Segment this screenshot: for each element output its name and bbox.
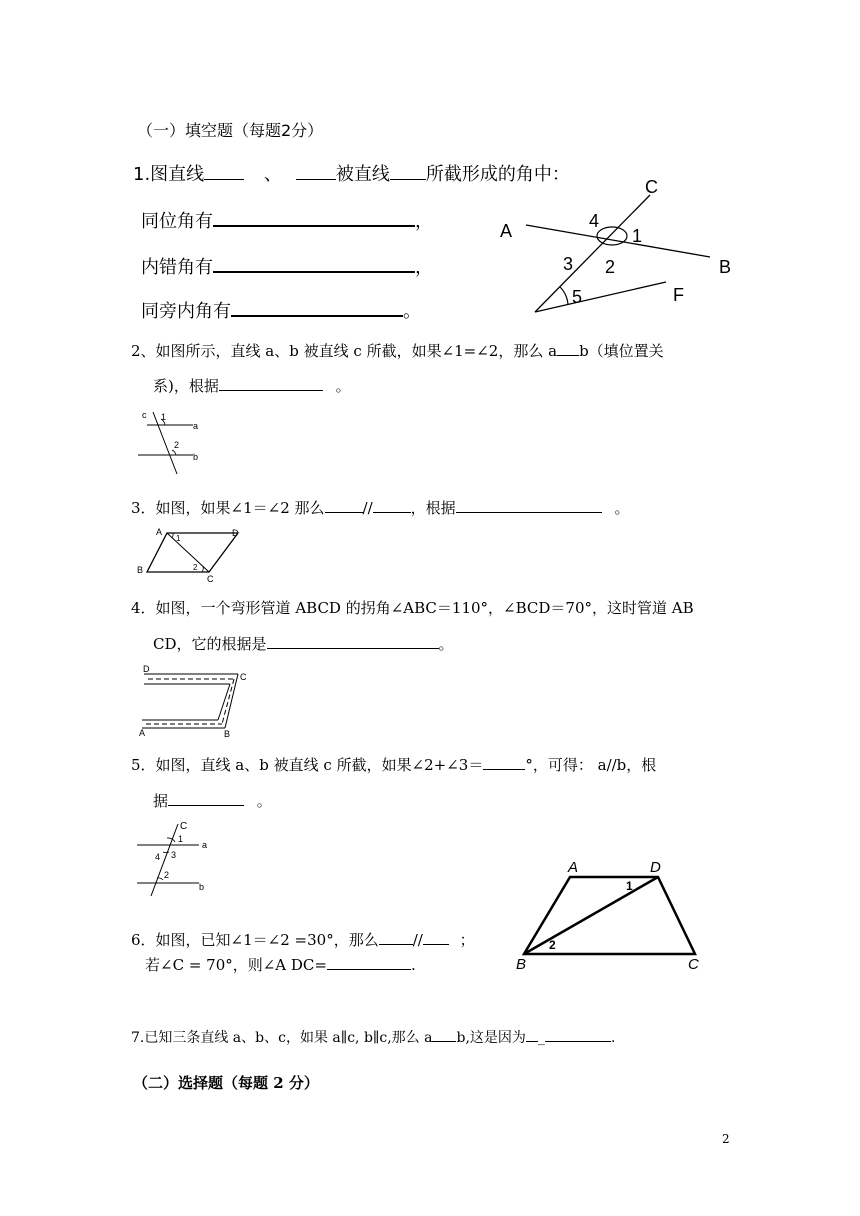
q4-line2 bbox=[153, 633, 454, 654]
q5-line2 bbox=[153, 790, 272, 811]
q1-angle-4: 4 bbox=[589, 211, 600, 231]
q5-label-a: a bbox=[202, 840, 208, 850]
q2-line1b: b（填位置关 bbox=[579, 342, 664, 360]
q1-p2: 、 bbox=[263, 164, 282, 185]
q5-angle-4: 4 bbox=[155, 852, 161, 862]
q1-tongpang-blank[interactable] bbox=[231, 297, 403, 317]
q6-blank3[interactable] bbox=[327, 954, 411, 970]
q3-label-A: A bbox=[156, 527, 163, 537]
q3-p2: // bbox=[362, 499, 373, 517]
q6-figure bbox=[515, 855, 715, 980]
q1-blank3[interactable] bbox=[390, 161, 426, 180]
q1-p3: 被直线 bbox=[335, 164, 390, 185]
q7-line bbox=[131, 1027, 615, 1047]
q5-line1b: °，可得： a//b，根 bbox=[525, 756, 657, 774]
q4-blank[interactable] bbox=[267, 633, 439, 649]
q1-blank2[interactable] bbox=[296, 161, 336, 180]
q4-line2b: 。 bbox=[438, 635, 454, 653]
q5-label-C: C bbox=[180, 821, 188, 832]
q6-label-A: A bbox=[568, 859, 579, 876]
q7-blank3[interactable] bbox=[545, 1027, 611, 1042]
q2-line1a: 2、如图所示，直线 a、b 被直线 c 所截，如果∠1=∠2，那么 a bbox=[131, 342, 558, 360]
q6-line1 bbox=[131, 929, 475, 950]
q2-angle-1: 1 bbox=[161, 412, 167, 422]
q4-line1: 4．如图，一个弯形管道 ABCD 的拐角∠ABC＝110°，∠BCD＝70°，这时管道 AB bbox=[131, 599, 694, 617]
q2-figure bbox=[135, 408, 215, 478]
q7-d: . bbox=[610, 1030, 616, 1046]
q6-blank2[interactable] bbox=[423, 929, 449, 945]
q2-line2a: 系)，根据 bbox=[153, 377, 219, 395]
q2-label-c: c bbox=[142, 410, 147, 420]
q3-angle-2: 2 bbox=[193, 563, 198, 572]
q1-tongpang bbox=[141, 297, 421, 323]
q3-line bbox=[131, 497, 629, 518]
q1-angle-3: 3 bbox=[563, 254, 574, 274]
q1-period: 。 bbox=[403, 301, 421, 322]
q3-p3: ，根据 bbox=[410, 499, 456, 517]
q2-line1 bbox=[131, 340, 664, 361]
q1-label-C: C bbox=[645, 177, 658, 197]
q3-label-C: C bbox=[207, 574, 214, 584]
q1-comma1: ， bbox=[415, 211, 433, 232]
q4-label-B: B bbox=[224, 729, 231, 739]
q5-line2b: 。 bbox=[256, 792, 272, 810]
q5-blank2[interactable] bbox=[168, 790, 244, 806]
q1-tongwei-blank[interactable] bbox=[213, 207, 415, 227]
q3-p4: 。 bbox=[614, 499, 630, 517]
q1-neicuo-blank[interactable] bbox=[213, 253, 415, 273]
q1-label-A: A bbox=[500, 221, 513, 241]
q3-figure bbox=[135, 524, 250, 586]
section1-title: （一）填空题（每题2分） bbox=[137, 121, 324, 140]
q6-angle-1: 1 bbox=[626, 879, 633, 893]
q4-figure bbox=[138, 662, 258, 742]
q3-label-B: B bbox=[137, 565, 144, 575]
q1-comma2: ， bbox=[415, 257, 433, 278]
q1-label-B: B bbox=[719, 257, 732, 277]
q5-figure bbox=[135, 818, 220, 900]
q2-line2b: 。 bbox=[335, 377, 351, 395]
q1-neicuo bbox=[141, 253, 433, 279]
q2-label-b: b bbox=[193, 452, 199, 462]
q1-p4: 所截形成的角中： bbox=[425, 164, 570, 185]
q1-label-F: F bbox=[673, 285, 684, 305]
q7-a: 7.已知三条直线 a、b、c，如果 a∥c, b∥c,那么 a bbox=[131, 1030, 433, 1046]
q1-blank1[interactable] bbox=[204, 161, 244, 180]
q1-tongwei-label: 同位角有 bbox=[141, 211, 213, 232]
q2-line2 bbox=[153, 375, 351, 396]
q5-angle-3: 3 bbox=[171, 850, 177, 860]
q7-c: _ bbox=[537, 1030, 545, 1046]
q1-neicuo-label: 内错角有 bbox=[141, 257, 213, 278]
q3-label-D: D bbox=[232, 528, 239, 538]
q6-label-D: D bbox=[650, 859, 661, 876]
q6-line1c: ； bbox=[459, 931, 475, 949]
q1-angle-1: 1 bbox=[632, 226, 643, 246]
q3-blank3[interactable] bbox=[456, 497, 602, 513]
q5-line1 bbox=[131, 754, 656, 775]
q6-label-C: C bbox=[688, 956, 699, 973]
q4-label-C: C bbox=[240, 672, 247, 682]
q5-blank1[interactable] bbox=[483, 754, 525, 770]
q2-blank2[interactable] bbox=[219, 375, 323, 391]
q6-line1b: // bbox=[412, 931, 423, 949]
q5-line2a: 据 bbox=[153, 792, 169, 810]
section2-title: （二）选择题（每题 2 分） bbox=[133, 1074, 319, 1092]
q6-line2 bbox=[145, 954, 416, 975]
q1-angle-2: 2 bbox=[605, 257, 616, 277]
q4-label-D: D bbox=[143, 664, 150, 674]
q6-line2b: . bbox=[410, 956, 416, 974]
q6-label-B: B bbox=[516, 956, 527, 973]
q3-blank2[interactable] bbox=[373, 497, 411, 513]
q3-angle-1: 1 bbox=[176, 534, 181, 543]
q2-angle-2: 2 bbox=[174, 440, 180, 450]
q4-label-A: A bbox=[139, 728, 146, 738]
q5-line1a: 5．如图，直线 a、b 被直线 c 所截，如果∠2+∠3＝ bbox=[131, 756, 484, 774]
q7-blank1[interactable] bbox=[432, 1027, 456, 1042]
q5-angle-1: 1 bbox=[178, 834, 184, 844]
q5-angle-2: 2 bbox=[164, 870, 170, 880]
q1-p1: 1.图直线 bbox=[133, 164, 205, 185]
q1-tongpang-label: 同旁内角有 bbox=[141, 301, 231, 322]
q4-line2a: CD，它的根据是 bbox=[153, 635, 267, 653]
q6-angle-2: 2 bbox=[549, 938, 556, 952]
q3-p1: 3．如图，如果∠1＝∠2 那么 bbox=[131, 499, 325, 517]
q2-blank1[interactable] bbox=[557, 340, 579, 356]
q7-b: b,这是因为 bbox=[456, 1030, 526, 1046]
q1-tongwei bbox=[141, 207, 433, 233]
q6-line2a: 若∠C = 70°，则∠A DC= bbox=[145, 956, 327, 974]
q3-blank1[interactable] bbox=[325, 497, 363, 513]
q1-angle-5: 5 bbox=[572, 287, 583, 307]
q6-blank1[interactable] bbox=[379, 929, 413, 945]
q6-line1a: 6．如图，已知∠1＝∠2 =30°，那么 bbox=[131, 931, 379, 949]
q5-label-b: b bbox=[199, 882, 205, 892]
q2-label-a: a bbox=[193, 421, 199, 431]
q1-figure bbox=[490, 175, 750, 325]
page-number: 2 bbox=[722, 1132, 730, 1146]
q7-blank2[interactable] bbox=[526, 1027, 538, 1042]
